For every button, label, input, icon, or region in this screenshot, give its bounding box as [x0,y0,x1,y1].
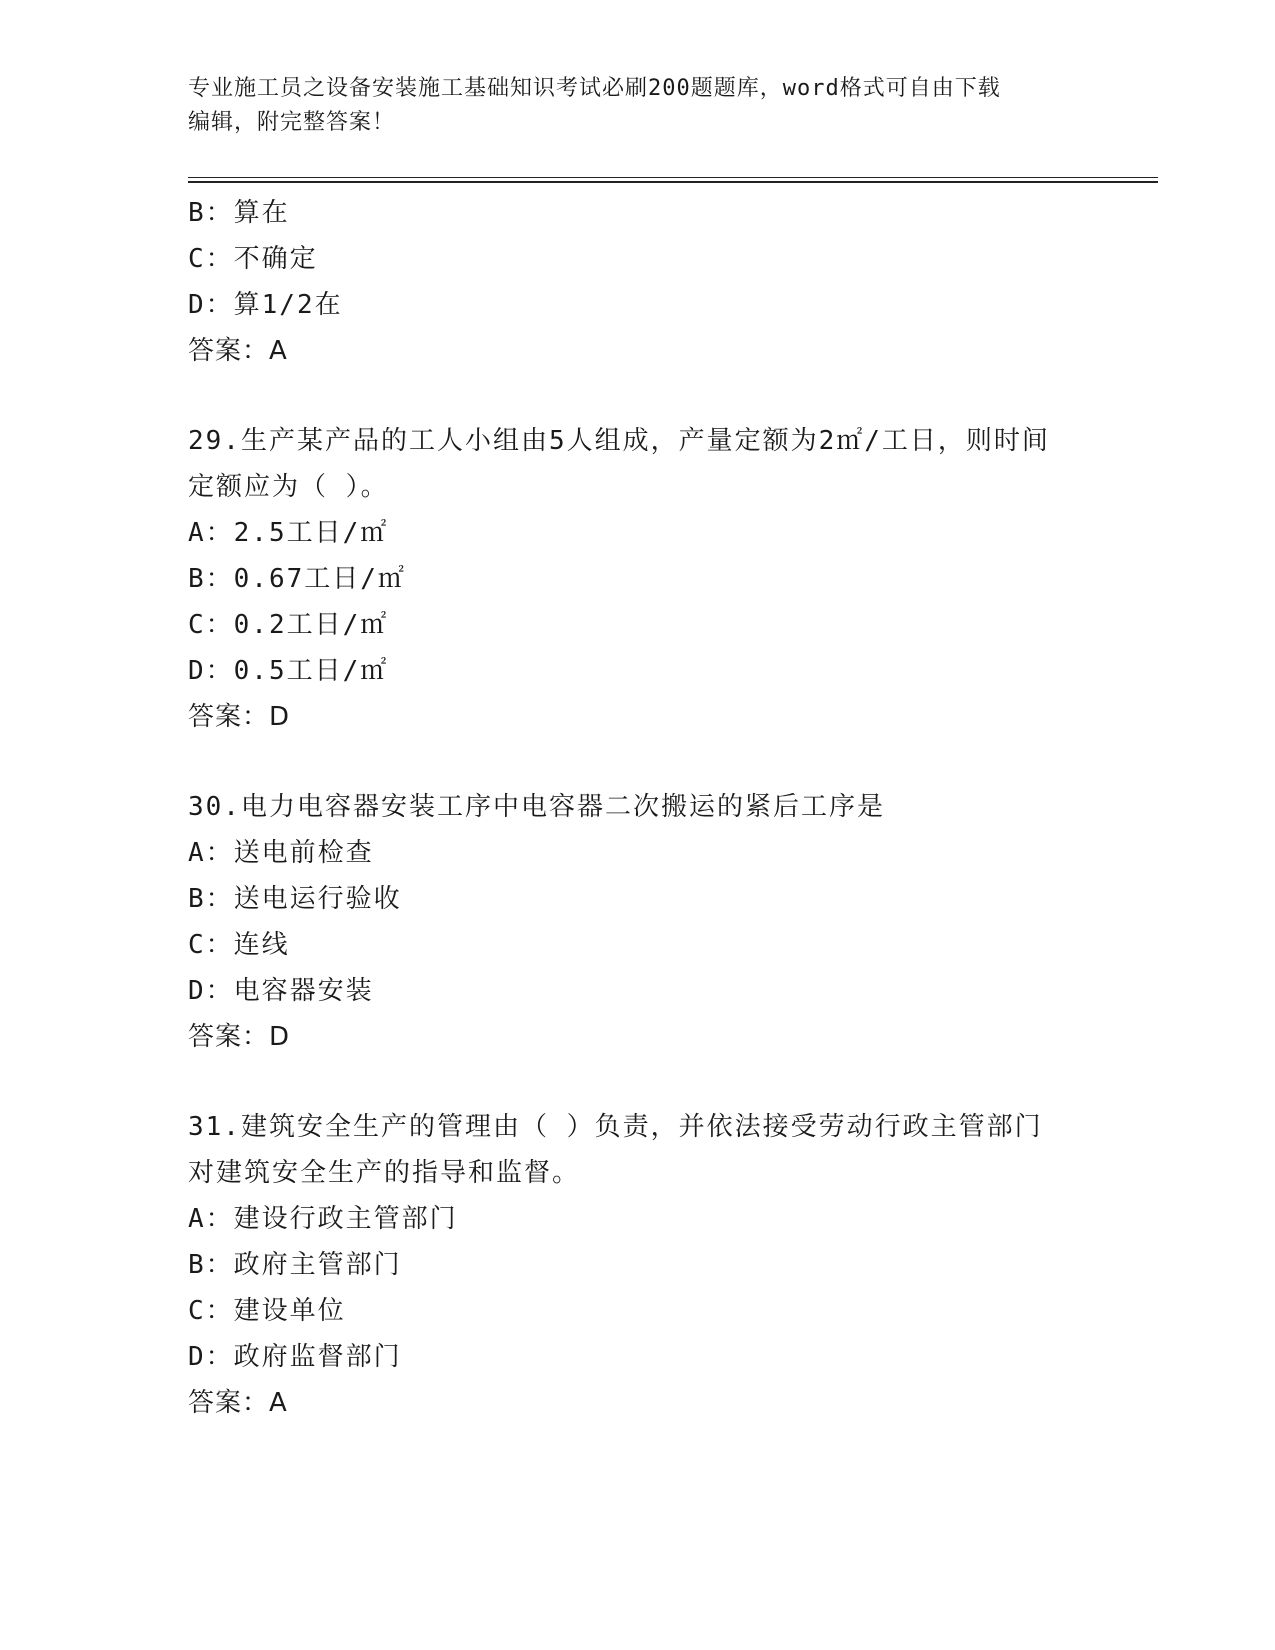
question-31 [188,1104,1088,1426]
question-30 [188,784,1088,1060]
option-d: D：0.5工日/㎡ [188,656,389,686]
answer-line: 答案：A [188,336,288,366]
option-a: A：建设行政主管部门 [188,1204,458,1234]
option-c: C：连线 [188,930,290,960]
prev-question-block [188,190,1088,374]
answer-line: 答案：A [188,1388,288,1418]
document-body [188,190,1088,1426]
stem-line: 对建筑安全生产的指导和监督。 [188,1158,581,1188]
question-stem [188,784,1088,830]
option-c: C：建设单位 [188,1296,346,1326]
answer-line: 答案：D [188,702,291,732]
stem-line: 定额应为（ ）。 [188,472,389,502]
header-divider-thin [188,177,1158,178]
question-stem [188,1104,1088,1196]
option-a: A：送电前检查 [188,838,374,868]
option-b: B：送电运行验收 [188,884,402,914]
option-b: B：算在 [188,198,290,228]
option-b: B：0.67工日/㎡ [188,564,406,594]
document-header [188,72,1088,140]
stem-line: 30.电力电容器安装工序中电容器二次搬运的紧后工序是 [188,792,885,822]
header-divider-thick [188,181,1158,183]
option-c: C：不确定 [188,244,318,274]
header-line-2: 编辑，附完整答案！ [188,110,396,135]
option-c: C：0.2工日/㎡ [188,610,389,640]
stem-line: 29.生产某产品的工人小组由5人组成，产量定额为2㎡/工日，则时间 [188,426,1050,456]
header-line-1: 专业施工员之设备安装施工基础知识考试必刷200题题库，word格式可自由下载 [188,76,1001,101]
question-29 [188,418,1088,740]
option-b: B：政府主管部门 [188,1250,402,1280]
answer-line: 答案：D [188,1022,291,1052]
option-d: D：算1/2在 [188,290,343,320]
stem-line: 31.建筑安全生产的管理由（ ）负责，并依法接受劳动行政主管部门 [188,1112,1043,1142]
question-stem [188,418,1088,510]
option-d: D：电容器安装 [188,976,374,1006]
option-d: D：政府监督部门 [188,1342,402,1372]
option-a: A：2.5工日/㎡ [188,518,389,548]
